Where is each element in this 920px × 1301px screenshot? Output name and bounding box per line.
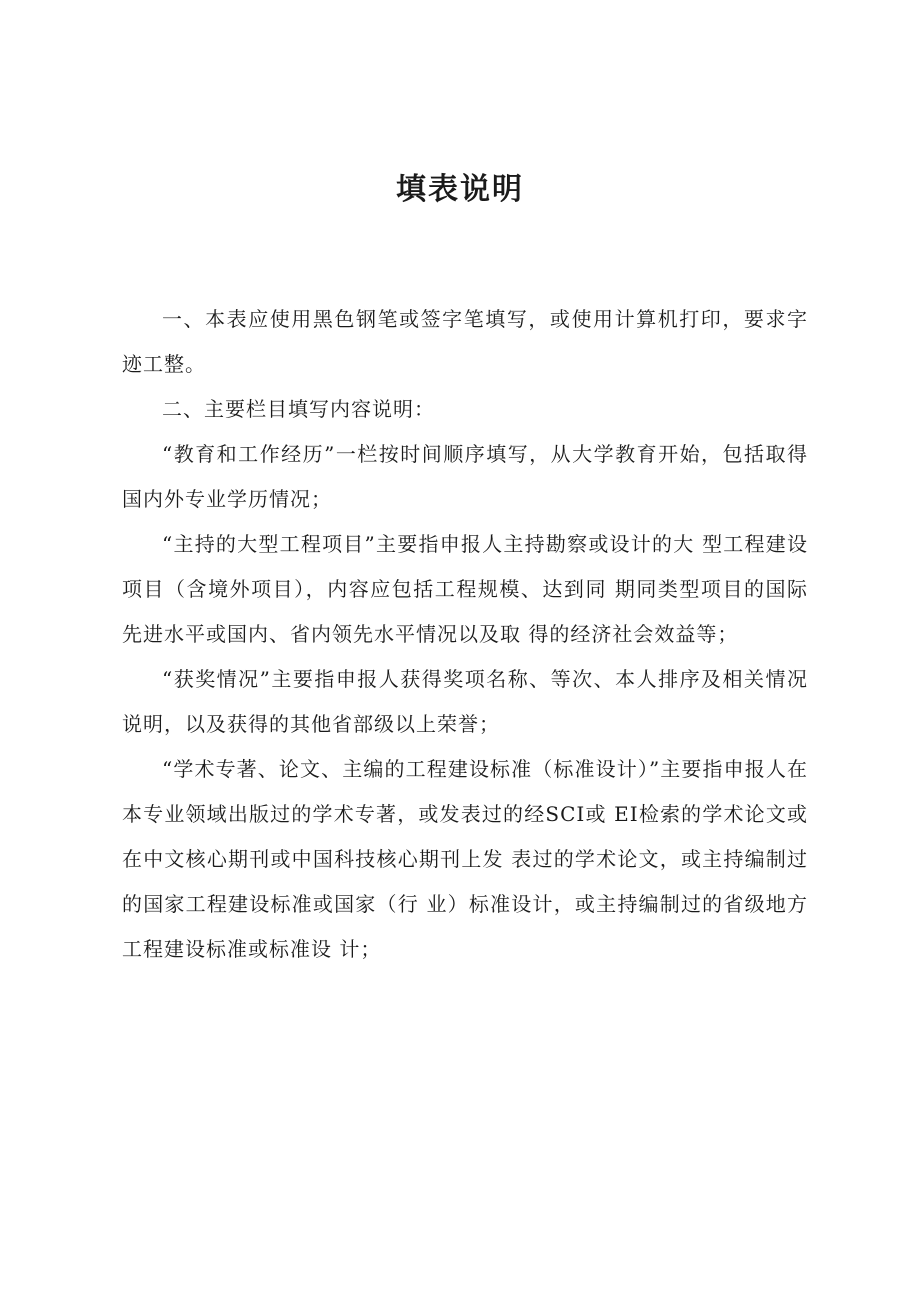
- page-title: 填表说明: [396, 172, 524, 207]
- instruction-paragraph-1: 一、本表应使用黑色钢笔或签字笔填写，或使用计算机打印，要求字迹工整。: [122, 307, 808, 376]
- instruction-paragraph-4: “主持的大型工程项目”主要指申报人主持勘察或设计的大 型工程建设项目（含境外项目），内容应包括工程规模、达到同 期同类型项目的国际先进水平或国内、省内领先水平情况以及取 得的经济社会效益等；: [122, 532, 808, 646]
- instruction-paragraph-6: “学术专著、论文、主编的工程建设标准（标准设计）”主要指申报人在本专业领域出版过的学术专著，或发表过的经SCI或 EI检索的学术论文或在中文核心期刊或中国科技核心期刊上发 表过的学术论文，或主持编制过的国家工程建设标准或国家（行 业）标准设计，或主持编制过的省级地方工程建设标准或标准设 计；: [122, 757, 808, 961]
- instruction-paragraph-3: “教育和工作经历”一栏按时间顺序填写，从大学教育开始，包括取得国内外专业学历情况；: [122, 442, 808, 511]
- instruction-paragraph-5: “获奖情况”主要指申报人获得奖项名称、等次、本人排序及相关情况说明，以及获得的其他省部级以上荣誉；: [122, 667, 808, 736]
- instruction-paragraph-2: 二、主要栏目填写内容说明：: [162, 397, 435, 421]
- instructions-body: [122, 297, 808, 972]
